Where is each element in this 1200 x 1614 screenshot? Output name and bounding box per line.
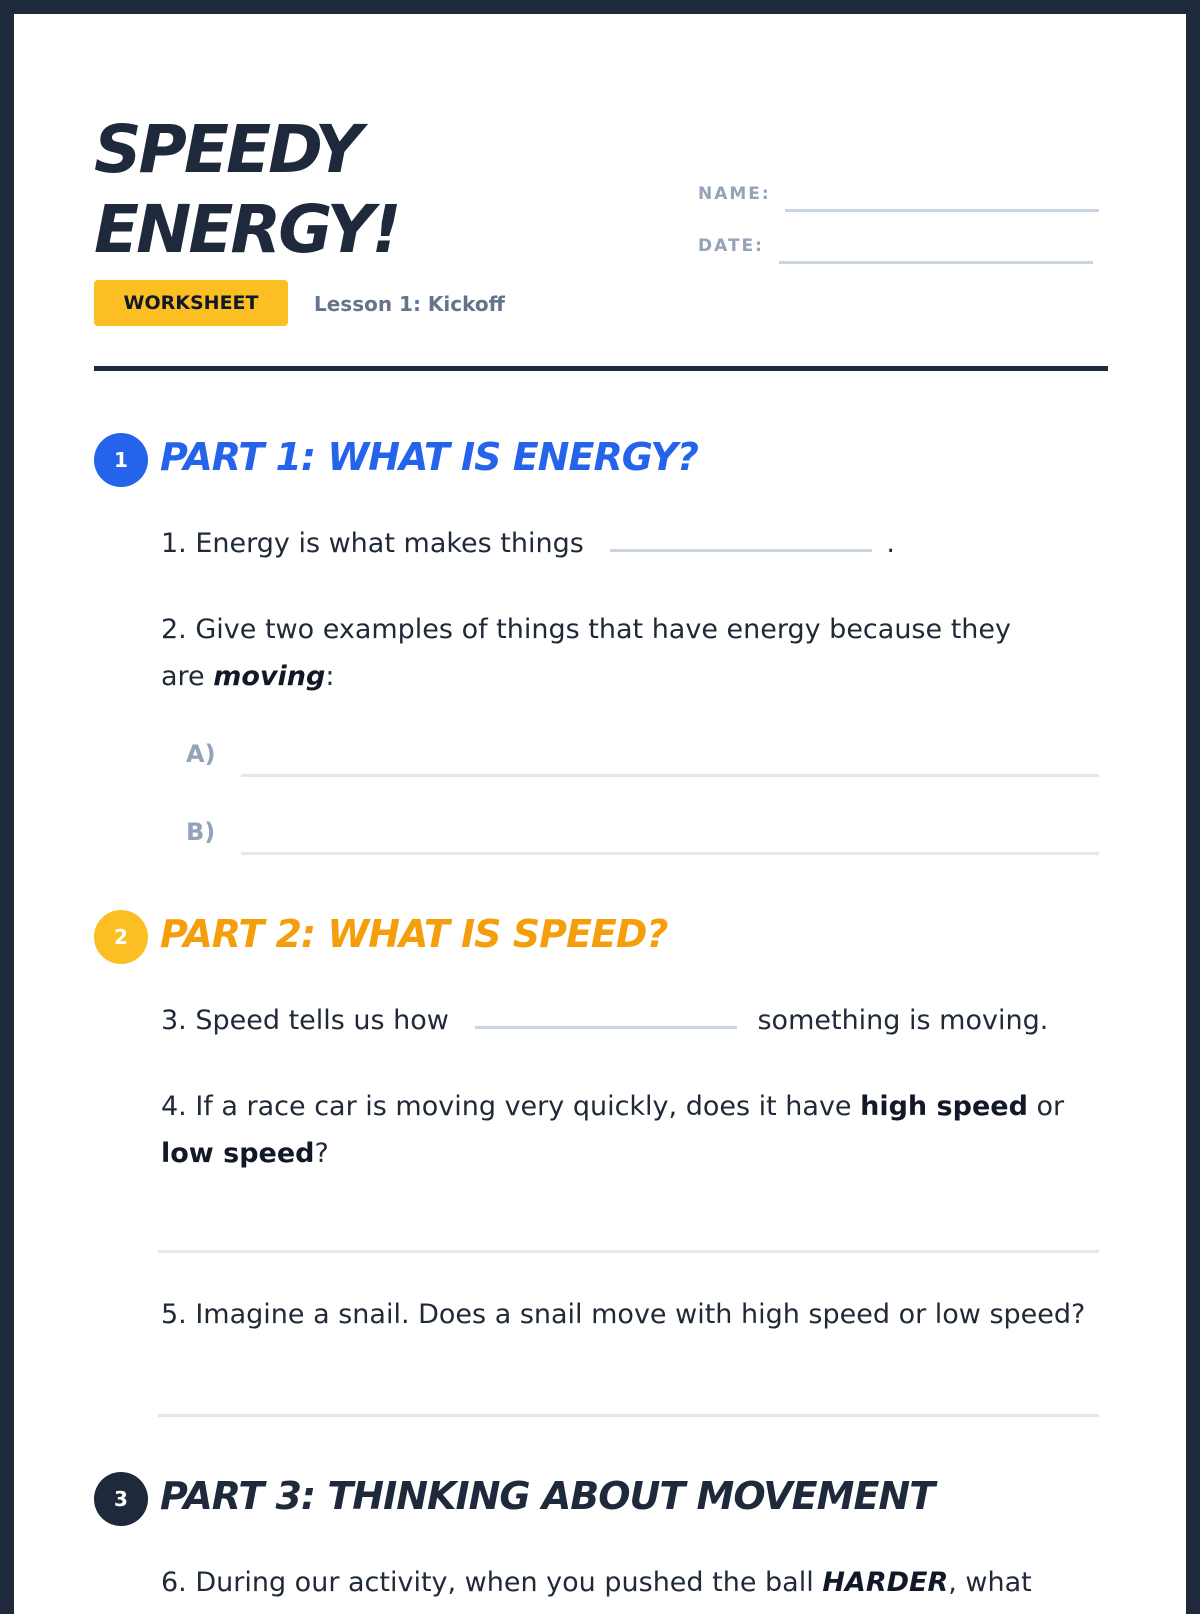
question-5-text: 5. Imagine a snail. Does a snail move with high speed or low speed? xyxy=(161,1299,1086,1330)
part-1-heading: PART 1: WHAT IS ENERGY? xyxy=(160,435,698,479)
date-label: DATE: xyxy=(698,236,764,256)
part-2-heading: PART 2: WHAT IS SPEED? xyxy=(160,912,668,956)
answer-a-label: A) xyxy=(186,740,216,768)
name-field[interactable] xyxy=(785,209,1099,212)
question-1-text: 1. Energy is what makes things xyxy=(161,528,584,559)
question-2 xyxy=(161,606,1061,700)
question-6-text: 6. During our activity, when you pushed the ball xyxy=(161,1567,814,1598)
name-label: NAME: xyxy=(698,184,771,204)
question-3-after: something is moving. xyxy=(757,1005,1049,1036)
question-1-period: . xyxy=(886,528,895,559)
question-4 xyxy=(161,1083,1081,1177)
question-3-blank[interactable] xyxy=(475,1025,737,1029)
part-3-heading: PART 3: THINKING ABOUT MOVEMENT xyxy=(160,1474,935,1518)
question-4-text: 4. If a race car is moving very quickly, does it have xyxy=(161,1091,852,1122)
answer-4-line[interactable] xyxy=(158,1250,1099,1253)
question-3-text: 3. Speed tells us how xyxy=(161,1005,449,1036)
question-2-colon: : xyxy=(325,661,335,692)
answer-b-line[interactable] xyxy=(241,852,1099,855)
question-4-high-speed: high speed xyxy=(860,1091,1028,1122)
title-line-2: ENERGY! xyxy=(94,191,399,268)
worksheet-badge: WORKSHEET xyxy=(94,280,288,326)
header-divider xyxy=(94,366,1108,371)
part-1-number-badge: 1 xyxy=(94,433,148,487)
part-3-number-badge: 3 xyxy=(94,1472,148,1526)
question-1-blank[interactable] xyxy=(610,548,872,552)
question-6-after: , what xyxy=(948,1567,1032,1598)
date-field[interactable] xyxy=(779,261,1093,264)
question-2-emphasis: moving xyxy=(213,661,326,692)
answer-b-label: B) xyxy=(186,818,216,846)
worksheet-title xyxy=(94,110,399,270)
answer-5-line[interactable] xyxy=(158,1414,1099,1417)
lesson-label: Lesson 1: Kickoff xyxy=(314,292,505,316)
question-3 xyxy=(161,997,1048,1044)
title-line-1: SPEEDY xyxy=(94,111,360,188)
part-2-number-badge: 2 xyxy=(94,910,148,964)
question-2-text: 2. Give two examples of things that have energy because they are xyxy=(161,614,1011,692)
question-4-low-speed: low speed xyxy=(161,1138,315,1169)
question-6-emphasis: HARDER xyxy=(822,1567,949,1598)
question-5 xyxy=(161,1291,1101,1338)
worksheet-page xyxy=(14,14,1186,1614)
question-4-end: ? xyxy=(314,1138,329,1169)
question-4-or: or xyxy=(1036,1091,1065,1122)
answer-a-line[interactable] xyxy=(241,774,1099,777)
question-6 xyxy=(161,1559,1101,1606)
question-1 xyxy=(161,520,895,567)
